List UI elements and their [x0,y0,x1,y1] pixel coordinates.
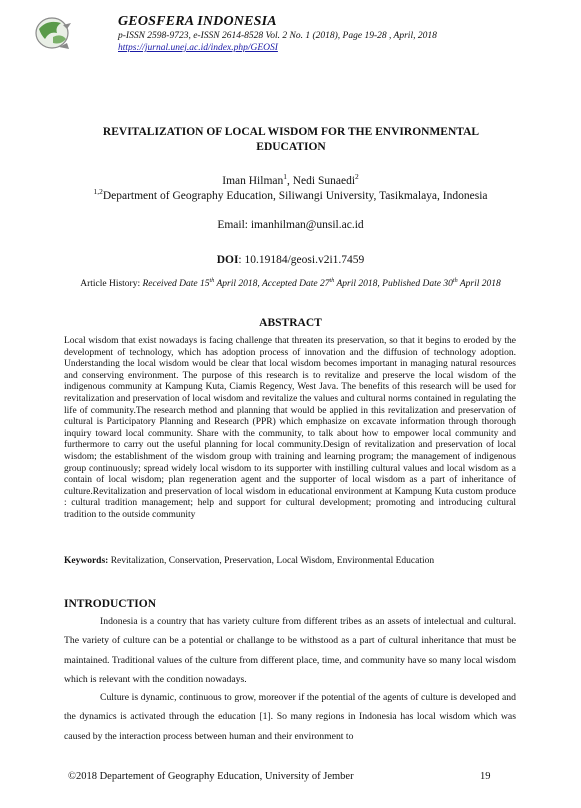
page-number: 19 [480,771,491,782]
journal-title: GEOSFERA INDONESIA [118,14,277,29]
footer-copyright: ©2018 Departement of Geography Education, University of Jember [68,771,354,782]
intro-paragraph-1 [64,612,516,689]
received-date: Received Date 15 [142,279,210,289]
issn-line: p-ISSN 2598-9723, e-ISSN 2614-8528 Vol. 2 No. 1 (2018), Page 19-28 , April, 2018 [118,31,437,41]
keywords [64,556,516,566]
affiliation-text: Department of Geography Education, Siliwangi University, Tasikmalaya, Indonesia [102,190,488,202]
doi-value: : 10.19184/geosi.v2i1.7459 [238,254,365,266]
journal-url-link[interactable]: https://jurnal.unej.ac.id/index.php/GEOSI [118,43,278,53]
accepted-tail: April 2018, [334,279,383,289]
intro-paragraph-2 [64,688,516,746]
author-2-sup: 2 [355,172,359,182]
affiliation [0,187,581,202]
published-sup: th [452,277,458,284]
abstract-heading: ABSTRACT [259,317,322,329]
published-date: Published Date 30 [382,279,453,289]
introduction-heading: INTRODUCTION [64,598,157,610]
doi [0,254,581,266]
journal-logo [33,13,75,53]
received-sup: th [209,277,215,284]
author-2: , Nedi Sunaedi [286,175,356,187]
article-history [0,279,581,289]
keywords-label: Keywords: [64,556,109,566]
published-tail: April 2018 [457,279,501,289]
accepted-date: Accepted Date 27 [261,279,330,289]
received-tail: April 2018, [214,279,262,289]
affiliation-sup: 1,2 [93,187,103,197]
paper-title: REVITALIZATION OF LOCAL WISDOM FOR THE ENVIRONMENTAL EDUCATION [102,126,480,153]
author-1-sup: 1 [283,172,287,182]
accepted-sup: th [329,277,335,284]
author-email: Email: imanhilman@unsil.ac.id [217,219,364,231]
author-1: Iman Hilman [222,175,284,187]
abstract-text: Local wisdom that exist nowadays is facing challenge that threaten its preservation, so that it begins to eroded by the development of technology, which has adoption process of innovation and the diffusion of technology adoption. Understanding the local wisdom would be clear that local wisdom becomes important in managing natural resources and conserving environment. The purpose of this research is to revitalize and preserve the local wisdom of the indigenous community at Kampung Kuta, Ciamis Regency, West Java. The benefits of this research will be used for revitalization and preservation of local wisdom and revitalize the values and cultural norms contained in regulating the life of community.The research method and planning that would be applied in this revitalization and preservation of cultural is Participatory Planning and Research (PPR) which emphasize on excavate information through thorough inquiry toward local community. Share with the community, to talk about how to empower local community and furthermore to carry out the useful planning for local community.Design of revitalization and preservation of local wisdom; the establishment of the wisdom group with training and learning program; the management of indigenous group continuously; spread widely local wisdom to its supporter with instilling cultural values and local wisdom as a contain of local wisdom; plan regeneration agent and the supporter of local wisdom as a part of inheritance of culture.Revitalization and preservation of local wisdom in educational environment at Kampung Kuta custom produce : cultural tradition management; help and support for cultural development; promoting and introducing cultural tradition to the outside community [64,336,516,520]
authors [0,172,581,187]
doi-label: DOI [216,254,239,266]
intro-paragraph-2-text: Culture is dynamic, continuous to grow, moreover if the potential of the agents of culture is developed and the dynamics is activated through the education [1]. So many regions in Indonesia has local wisdom which was caused by the interaction process between human and their environment to [64,692,516,742]
keywords-list: Revitalization, Conservation, Preservation, Local Wisdom, Environmental Education [108,556,435,566]
intro-paragraph-1-text: Indonesia is a country that has variety culture from different tribes as an assets of intelectual and cultural. The variety of culture can be a potential or challange to be withstood as a part of cultural inheritance that must be maintained. Traditional values of the culture from different place, time, and community have so many local wisdom which is relevant with the condition nowadays. [64,616,516,685]
history-label: Article History: [80,279,143,289]
